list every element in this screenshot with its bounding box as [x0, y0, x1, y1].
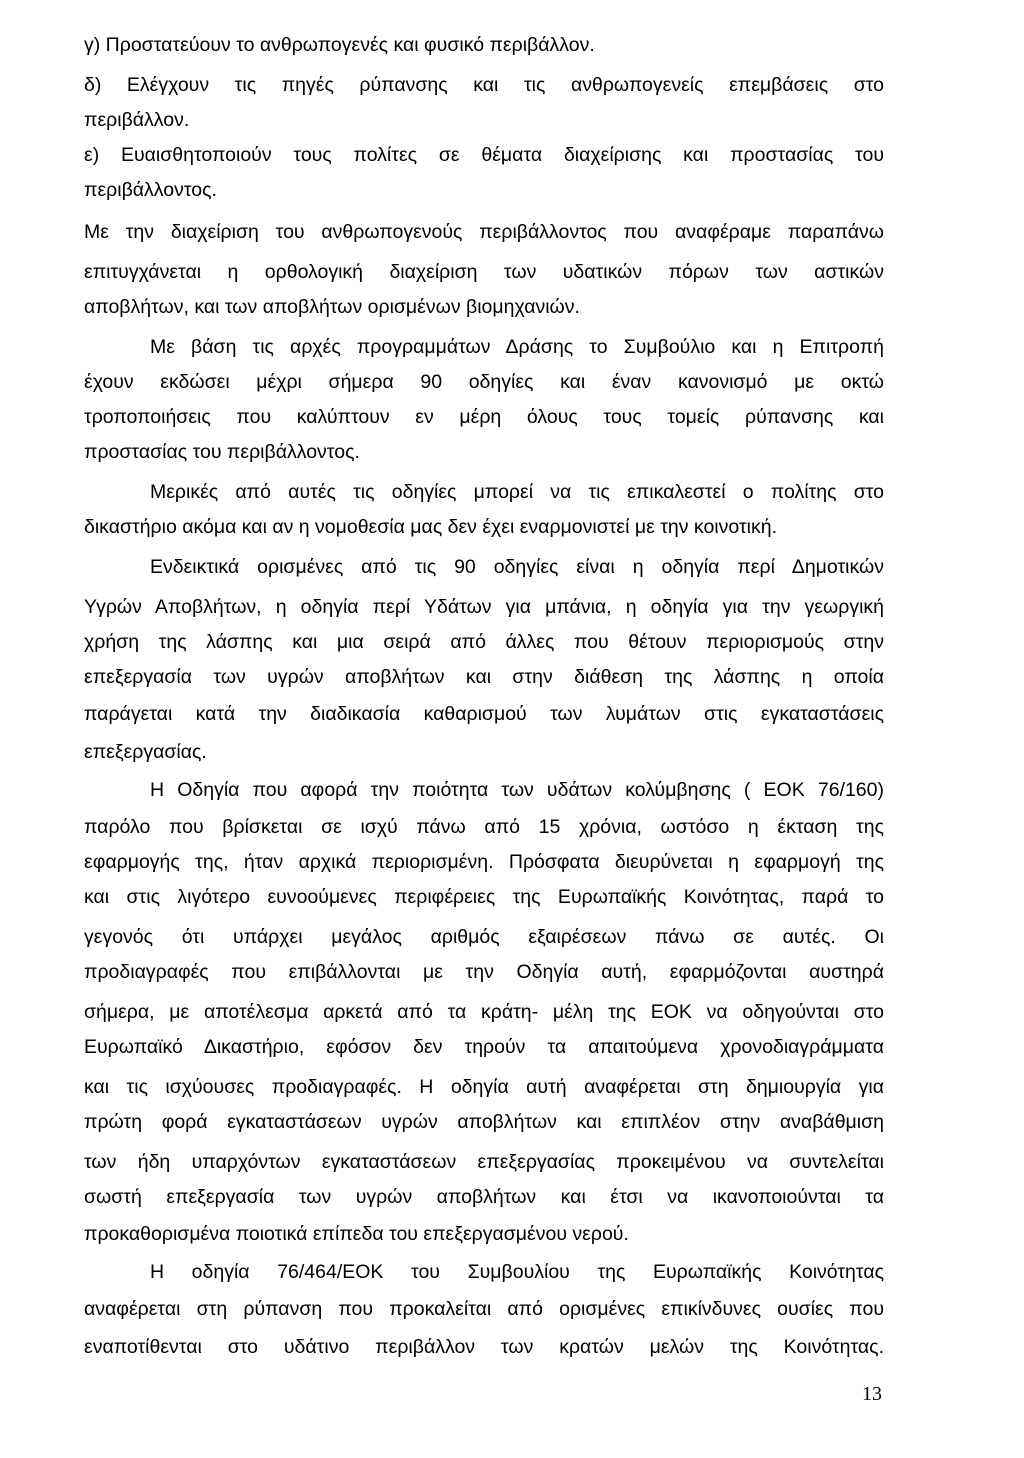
paragraph-line: σήμερα, με αποτέλεσμα αρκετά από τα κράτη- μέλη της ΕΟΚ να οδηγούνται στο	[84, 1001, 884, 1023]
paragraph-line: Υγρών Αποβλήτων, η οδηγία περί Υδάτων για μπάνια, η οδηγία για την γεωργική	[84, 596, 884, 618]
list-item-delta: δ) Ελέγχουν τις πηγές ρύπανσης και τις ανθρωπογενείς επεμβάσεις στο	[84, 74, 884, 96]
page-number: 13	[862, 1383, 882, 1405]
paragraph-line: πρώτη φορά εγκαταστάσεων υγρών αποβλήτων και επιπλέον στην αναβάθμιση	[84, 1111, 884, 1133]
paragraph-line: Με την διαχείριση του ανθρωπογενούς περιβάλλοντος που αναφέραμε παραπάνω	[84, 221, 884, 243]
paragraph-line: προστασίας του περιβάλλοντος.	[84, 441, 360, 463]
list-item-epsilon-end: περιβάλλοντος.	[84, 179, 217, 201]
paragraph-line: αποβλήτων, και των αποβλήτων ορισμένων βιομηχανιών.	[84, 296, 580, 318]
paragraph-line: προκαθορισμένα ποιοτικά επίπεδα του επεξεργασμένου νερού.	[84, 1223, 629, 1245]
paragraph-line: εναποτίθενται στο υδάτινο περιβάλλον των κρατών μελών της Κοινότητας.	[84, 1336, 884, 1358]
paragraph-line: και στις λιγότερο ευνοούμενες περιφέρειες της Ευρωπαϊκής Κοινότητας, παρά το	[84, 886, 884, 908]
list-item-gamma: γ) Προστατεύουν το ανθρωπογενές και φυσικό περιβάλλον.	[84, 34, 595, 56]
paragraph-line: Η Οδηγία που αφορά την ποιότητα των υδάτων κολύμβησης ( ΕΟΚ 76/160)	[150, 779, 884, 801]
paragraph-line: τροποποιήσεις που καλύπτουν εν μέρη όλους τους τομείς ρύπανσης και	[84, 406, 884, 428]
list-item-epsilon: ε) Ευαισθητοποιούν τους πολίτες σε θέματα διαχείρισης και προστασίας του	[84, 144, 884, 166]
paragraph-line: δικαστήριο ακόμα και αν η νομοθεσία μας δεν έχει εναρμονιστεί με την κοινοτική.	[84, 516, 777, 538]
paragraph-line: γεγονός ότι υπάρχει μεγάλος αριθμός εξαιρέσεων πάνω σε αυτές. Οι	[84, 926, 884, 948]
paragraph-line: χρήση της λάσπης και μια σειρά από άλλες που θέτουν περιορισμούς στην	[84, 631, 884, 653]
paragraph-line: επεξεργασία των υγρών αποβλήτων και στην διάθεση της λάσπης η οποία	[84, 666, 884, 688]
paragraph-line: προδιαγραφές που επιβάλλονται με την Οδηγία αυτή, εφαρμόζονται αυστηρά	[84, 961, 884, 983]
list-item-delta-end: περιβάλλον.	[84, 109, 190, 131]
paragraph-line: επιτυγχάνεται η ορθολογική διαχείριση των υδατικών πόρων των αστικών	[84, 261, 884, 283]
paragraph-line: των ήδη υπαρχόντων εγκαταστάσεων επεξεργασίας προκειμένου να συντελείται	[84, 1151, 884, 1173]
paragraph-line: Η οδηγία 76/464/ΕΟΚ του Συμβουλίου της Ευρωπαϊκής Κοινότητας	[150, 1261, 884, 1283]
paragraph-line: Με βάση τις αρχές προγραμμάτων Δράσης το Συμβούλιο και η Επιτροπή	[150, 336, 884, 358]
paragraph-line: παράγεται κατά την διαδικασία καθαρισμού των λυμάτων στις εγκαταστάσεις	[84, 703, 884, 725]
paragraph-line: Ευρωπαϊκό Δικαστήριο, εφόσον δεν τηρούν τα απαιτούμενα χρονοδιαγράμματα	[84, 1036, 884, 1058]
paragraph-line: σωστή επεξεργασία των υγρών αποβλήτων και έτσι να ικανοποιούνται τα	[84, 1186, 884, 1208]
paragraph-line: επεξεργασίας.	[84, 741, 207, 763]
paragraph-line: έχουν εκδώσει μέχρι σήμερα 90 οδηγίες και έναν κανονισμό με οκτώ	[84, 371, 884, 393]
paragraph-line: και τις ισχύουσες προδιαγραφές. Η οδηγία αυτή αναφέρεται στη δημιουργία για	[84, 1076, 884, 1098]
paragraph-line: αναφέρεται στη ρύπανση που προκαλείται από ορισμένες επικίνδυνες ουσίες που	[84, 1298, 884, 1320]
paragraph-line: Μερικές από αυτές τις οδηγίες μπορεί να τις επικαλεστεί ο πολίτης στο	[150, 481, 884, 503]
paragraph-line: Ενδεικτικά ορισμένες από τις 90 οδηγίες είναι η οδηγία περί Δημοτικών	[150, 556, 884, 578]
paragraph-line: εφαρμογής της, ήταν αρχικά περιορισμένη. Πρόσφατα διευρύνεται η εφαρμογή της	[84, 851, 884, 873]
paragraph-line: παρόλο που βρίσκεται σε ισχύ πάνω από 15 χρόνια, ωστόσο η έκταση της	[84, 816, 884, 838]
